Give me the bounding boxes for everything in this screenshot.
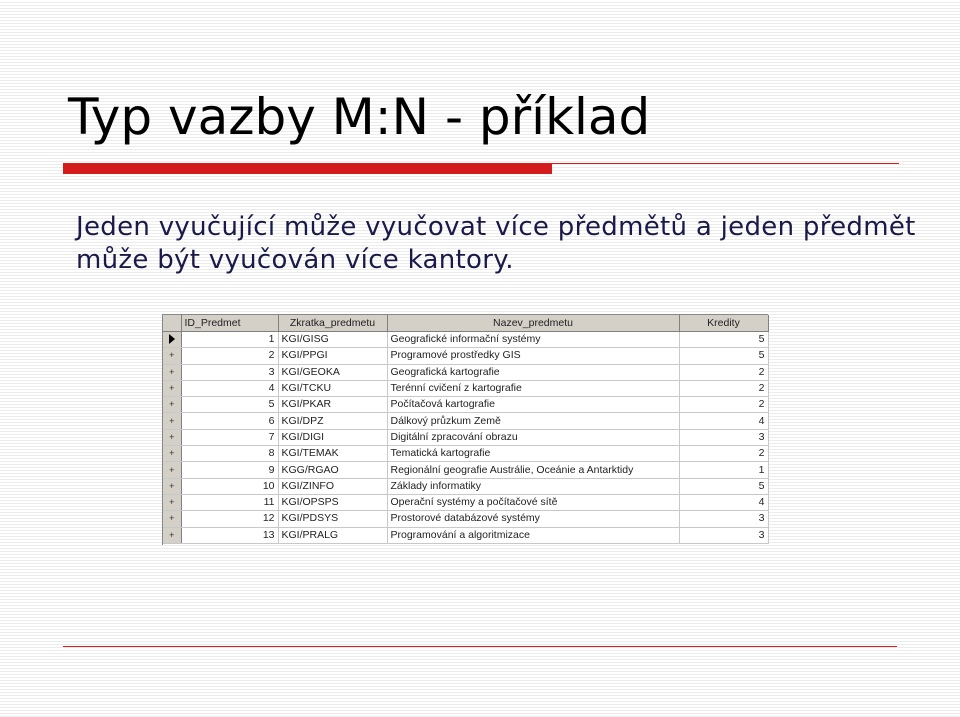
row-selector[interactable]: [163, 527, 181, 543]
cell-zkratka[interactable]: KGI/PPGI: [278, 348, 387, 364]
cell-nazev[interactable]: Počítačová kartografie: [387, 397, 679, 413]
header-row: [163, 315, 768, 332]
cell-id[interactable]: 5: [181, 397, 278, 413]
row-selector[interactable]: [163, 332, 181, 348]
row-selector[interactable]: [163, 494, 181, 510]
cell-kredity[interactable]: 5: [679, 478, 768, 494]
expand-plus-icon: +: [169, 431, 175, 442]
cell-id[interactable]: 8: [181, 446, 278, 462]
table-row[interactable]: [163, 446, 768, 462]
column-header-zkratka[interactable]: Zkratka_predmetu: [278, 315, 387, 332]
cell-nazev[interactable]: Terénní cvičení z kartografie: [387, 380, 679, 396]
table-row[interactable]: [163, 527, 768, 543]
title-underline: [552, 163, 899, 164]
cell-nazev[interactable]: Tematická kartografie: [387, 446, 679, 462]
expand-plus-icon: +: [169, 513, 175, 524]
cell-zkratka[interactable]: KGI/DIGI: [278, 429, 387, 445]
table-row[interactable]: [163, 413, 768, 429]
cell-id[interactable]: 9: [181, 462, 278, 478]
column-header-id[interactable]: ID_Predmet: [181, 315, 278, 332]
table-row[interactable]: [163, 494, 768, 510]
cell-kredity[interactable]: 2: [679, 446, 768, 462]
cell-kredity[interactable]: 4: [679, 494, 768, 510]
row-selector[interactable]: [163, 446, 181, 462]
cell-nazev[interactable]: Základy informatiky: [387, 478, 679, 494]
expand-plus-icon: +: [169, 480, 175, 491]
cell-nazev[interactable]: Prostorové databázové systémy: [387, 511, 679, 527]
column-header-nazev[interactable]: Nazev_predmetu: [387, 315, 679, 332]
row-selector[interactable]: [163, 397, 181, 413]
expand-plus-icon: +: [169, 529, 175, 540]
row-selector[interactable]: [163, 462, 181, 478]
cell-id[interactable]: 11: [181, 494, 278, 510]
cell-zkratka[interactable]: KGI/GEOKA: [278, 364, 387, 380]
row-selector[interactable]: [163, 348, 181, 364]
cell-id[interactable]: 12: [181, 511, 278, 527]
expand-plus-icon: +: [169, 366, 175, 377]
cell-kredity[interactable]: 2: [679, 364, 768, 380]
slide-title: Typ vazby M:N - příklad: [68, 88, 651, 146]
row-selector[interactable]: [163, 413, 181, 429]
cell-kredity[interactable]: 3: [679, 527, 768, 543]
cell-zkratka[interactable]: KGI/TCKU: [278, 380, 387, 396]
cell-nazev[interactable]: Operační systémy a počítačové sítě: [387, 494, 679, 510]
cell-kredity[interactable]: 2: [679, 397, 768, 413]
table-row[interactable]: [163, 380, 768, 396]
row-selector[interactable]: [163, 478, 181, 494]
row-selector[interactable]: [163, 511, 181, 527]
cell-id[interactable]: 13: [181, 527, 278, 543]
expand-plus-icon: +: [169, 399, 175, 410]
table-row[interactable]: [163, 364, 768, 380]
cell-kredity[interactable]: 5: [679, 332, 768, 348]
row-selector[interactable]: [163, 429, 181, 445]
cell-kredity[interactable]: 1: [679, 462, 768, 478]
cell-kredity[interactable]: 3: [679, 429, 768, 445]
cell-id[interactable]: 3: [181, 364, 278, 380]
table-row[interactable]: [163, 397, 768, 413]
body-text: Jeden vyučující může vyučovat více předmětů a jeden předmět může být vyučován více kantory.: [76, 212, 916, 275]
expand-plus-icon: +: [169, 415, 175, 426]
cell-nazev[interactable]: Programové prostředky GIS: [387, 348, 679, 364]
expand-plus-icon: +: [169, 448, 175, 459]
cell-zkratka[interactable]: KGI/DPZ: [278, 413, 387, 429]
cell-kredity[interactable]: 4: [679, 413, 768, 429]
cell-zkratka[interactable]: KGI/PKAR: [278, 397, 387, 413]
cell-nazev[interactable]: Regionální geografie Austrálie, Oceánie a Antarktidy: [387, 462, 679, 478]
expand-plus-icon: +: [169, 350, 175, 361]
cell-id[interactable]: 1: [181, 332, 278, 348]
cell-kredity[interactable]: 3: [679, 511, 768, 527]
table-row[interactable]: [163, 462, 768, 478]
table-row[interactable]: [163, 348, 768, 364]
cell-zkratka[interactable]: KGI/OPSPS: [278, 494, 387, 510]
cell-zkratka[interactable]: KGI/TEMAK: [278, 446, 387, 462]
cell-nazev[interactable]: Geografická kartografie: [387, 364, 679, 380]
datasheet-grid[interactable]: [162, 314, 768, 545]
cell-id[interactable]: 2: [181, 348, 278, 364]
table-row[interactable]: [163, 511, 768, 527]
row-selector[interactable]: [163, 364, 181, 380]
cell-nazev[interactable]: Digitální zpracování obrazu: [387, 429, 679, 445]
select-all-corner[interactable]: [163, 315, 181, 332]
expand-plus-icon: +: [169, 497, 175, 508]
column-header-kredity[interactable]: Kredity: [679, 315, 768, 332]
row-selector[interactable]: [163, 380, 181, 396]
table-row[interactable]: [163, 429, 768, 445]
cell-nazev[interactable]: Dálkový průzkum Země: [387, 413, 679, 429]
cell-zkratka[interactable]: KGI/GISG: [278, 332, 387, 348]
cell-zkratka[interactable]: KGI/PDSYS: [278, 511, 387, 527]
footer-line: [63, 646, 897, 647]
cell-id[interactable]: 4: [181, 380, 278, 396]
title-accent-bar: [63, 163, 552, 174]
expand-plus-icon: +: [169, 464, 175, 475]
cell-id[interactable]: 7: [181, 429, 278, 445]
table-row[interactable]: [163, 332, 768, 348]
cell-nazev[interactable]: Programování a algoritmizace: [387, 527, 679, 543]
current-record-arrow-icon: [169, 334, 175, 344]
cell-zkratka[interactable]: KGI/PRALG: [278, 527, 387, 543]
cell-zkratka[interactable]: KGG/RGAO: [278, 462, 387, 478]
cell-id[interactable]: 10: [181, 478, 278, 494]
cell-kredity[interactable]: 5: [679, 348, 768, 364]
cell-kredity[interactable]: 2: [679, 380, 768, 396]
table-row[interactable]: [163, 478, 768, 494]
cell-zkratka[interactable]: KGI/ZINFO: [278, 478, 387, 494]
cell-nazev[interactable]: Geografické informační systémy: [387, 332, 679, 348]
expand-plus-icon: +: [169, 383, 175, 394]
cell-id[interactable]: 6: [181, 413, 278, 429]
